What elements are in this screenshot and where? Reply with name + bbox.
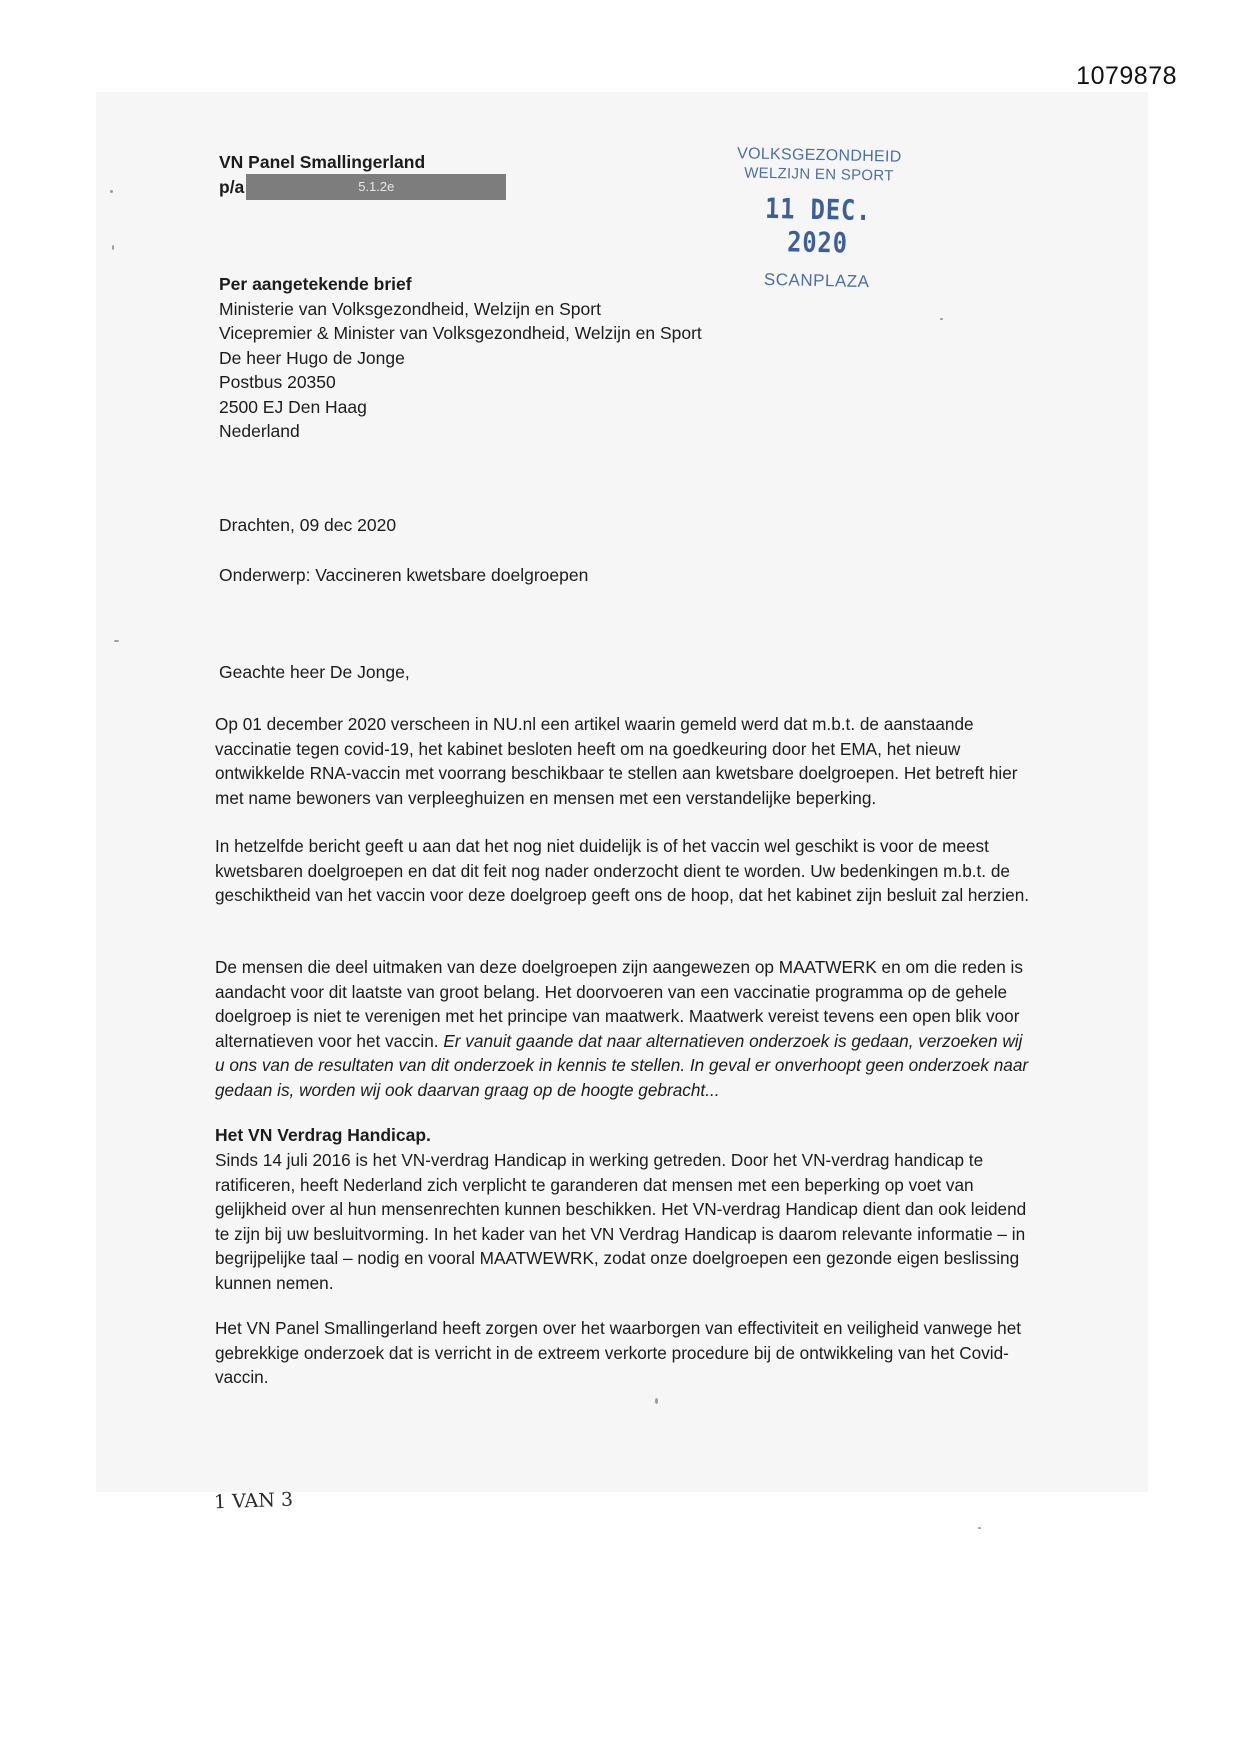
paragraph-1: Op 01 december 2020 verscheen in NU.nl een artikel waarin gemeld werd dat m.b.t. de aanstaande vaccinatie tegen covid-19, het kabinet besloten heeft om na goedkeuring door het EMA, het nieuw ontwikkelde RNA-vaccin met voorrang beschikbaar te stellen aan kwetsbare doelgroepen. Het betreft hier met name bewoners van verpleeghuizen en mensen met een verstandelijke beperking.: [215, 714, 1018, 808]
recipient-line: 2500 EJ Den Haag: [219, 396, 367, 417]
paragraph-3-regular: De mensen die deel uitmaken van deze doelgroepen zijn aangewezen op MAATWERK en om die reden is aandacht voor dit laatste van groot belang. Het doorvoeren van een vaccinatie programma op de gehele doelgroep is niet te verenigen met het principe van maatwerk. Maatwerk vereist tevens een open blik voor alternatieven voor het vaccin.: [215, 957, 1023, 1051]
place-date: Drachten, 09 dec 2020: [219, 515, 397, 535]
paragraph-3: [215, 955, 1030, 1102]
page-marker: 1 VAN 3: [213, 1488, 294, 1514]
stamp-date: 11 DEC. 2020: [764, 191, 872, 260]
sender-name: VN Panel Smallingerland: [219, 152, 426, 172]
scan-speck: [114, 640, 119, 642]
recipient-block: [219, 272, 702, 444]
received-stamp: [727, 145, 910, 293]
stamp-line-2: WELZIJN EN SPORT: [743, 164, 894, 185]
scan-speck: [978, 1527, 981, 1529]
scan-speck: [110, 190, 113, 193]
scan-speck: [655, 1398, 658, 1404]
scan-speck: [112, 245, 114, 250]
pa-label: p/a: [219, 177, 245, 197]
paragraph-3-italic: Er vanuit gaande dat naar alternatieven onderzoek is gedaan, verzoeken wij u ons van de resultaten van dit onderzoek in kennis te stellen. In geval er onverhoopt geen onderzoek naar gedaan is, worden wij ook daarvan graag op de hoogte gebracht...: [215, 1030, 1029, 1100]
recipient-line: Vicepremier & Minister van Volksgezondheid, Welzijn en Sport: [219, 323, 702, 343]
paragraph-5: Het VN Panel Smallingerland heeft zorgen over het waarborgen van effectiviteit en veiligheid vanwege het gebrekkige onderzoek dat is verricht in de extreem verkorte procedure bij de ontwikkeling van het Covid-vaccin.: [215, 1318, 1022, 1387]
recipient-line: Nederland: [219, 421, 300, 441]
document-id: 1079878: [1076, 62, 1177, 90]
recipient-line: Ministerie van Volksgezondheid, Welzijn en Sport: [219, 298, 601, 319]
recipient-line: De heer Hugo de Jonge: [219, 347, 405, 368]
salutation: Geachte heer De Jonge,: [219, 662, 410, 682]
recipient-line: Postbus 20350: [219, 372, 336, 392]
stamp-line-1: VOLKSGEZONDHEID: [736, 145, 902, 166]
scan-speck: [940, 318, 943, 320]
subject-line: Onderwerp: Vaccineren kwetsbare doelgroepen: [219, 565, 589, 585]
vn-treaty-heading: Het VN Verdrag Handicap.: [215, 1125, 431, 1145]
paragraph-4: Sinds 14 juli 2016 is het VN-verdrag Handicap in werking getreden. Door het VN-verdrag handicap te ratificeren, heeft Nederland zich verplicht te garanderen dat mensen met een beperking op voet van gelijkheid over al hun mensenrechten kunnen beschikken. Het VN-verdrag Handicap dient dan ook leidend te zijn bij uw besluitvorming. In het kader van het VN Verdrag Handicap is daarom relevante informatie – in begrijpelijke taal – nodig en vooral MAATWEWRK, zodat onze doelgroepen een gezonde eigen beslissing kunnen nemen.: [215, 1150, 1027, 1293]
paragraph-2: In hetzelfde bericht geeft u aan dat het nog niet duidelijk is of het vaccin wel geschikt is voor de meest kwetsbaren doelgroepen en dat dit feit nog nader onderzocht dient te worden. Uw bedenkingen m.b.t. de geschiktheid van het vaccin voor deze doelgroep geeft ons de hoop, dat het kabinet zijn besluit zal herzien.: [215, 836, 1030, 905]
redaction-box: 5.1.2e: [246, 174, 506, 200]
sender-block: [219, 150, 506, 200]
sender-pa-line: [219, 174, 506, 200]
stamp-location: SCANPLAZA: [763, 269, 870, 292]
delivery-method: Per aangetekende brief: [219, 274, 412, 294]
